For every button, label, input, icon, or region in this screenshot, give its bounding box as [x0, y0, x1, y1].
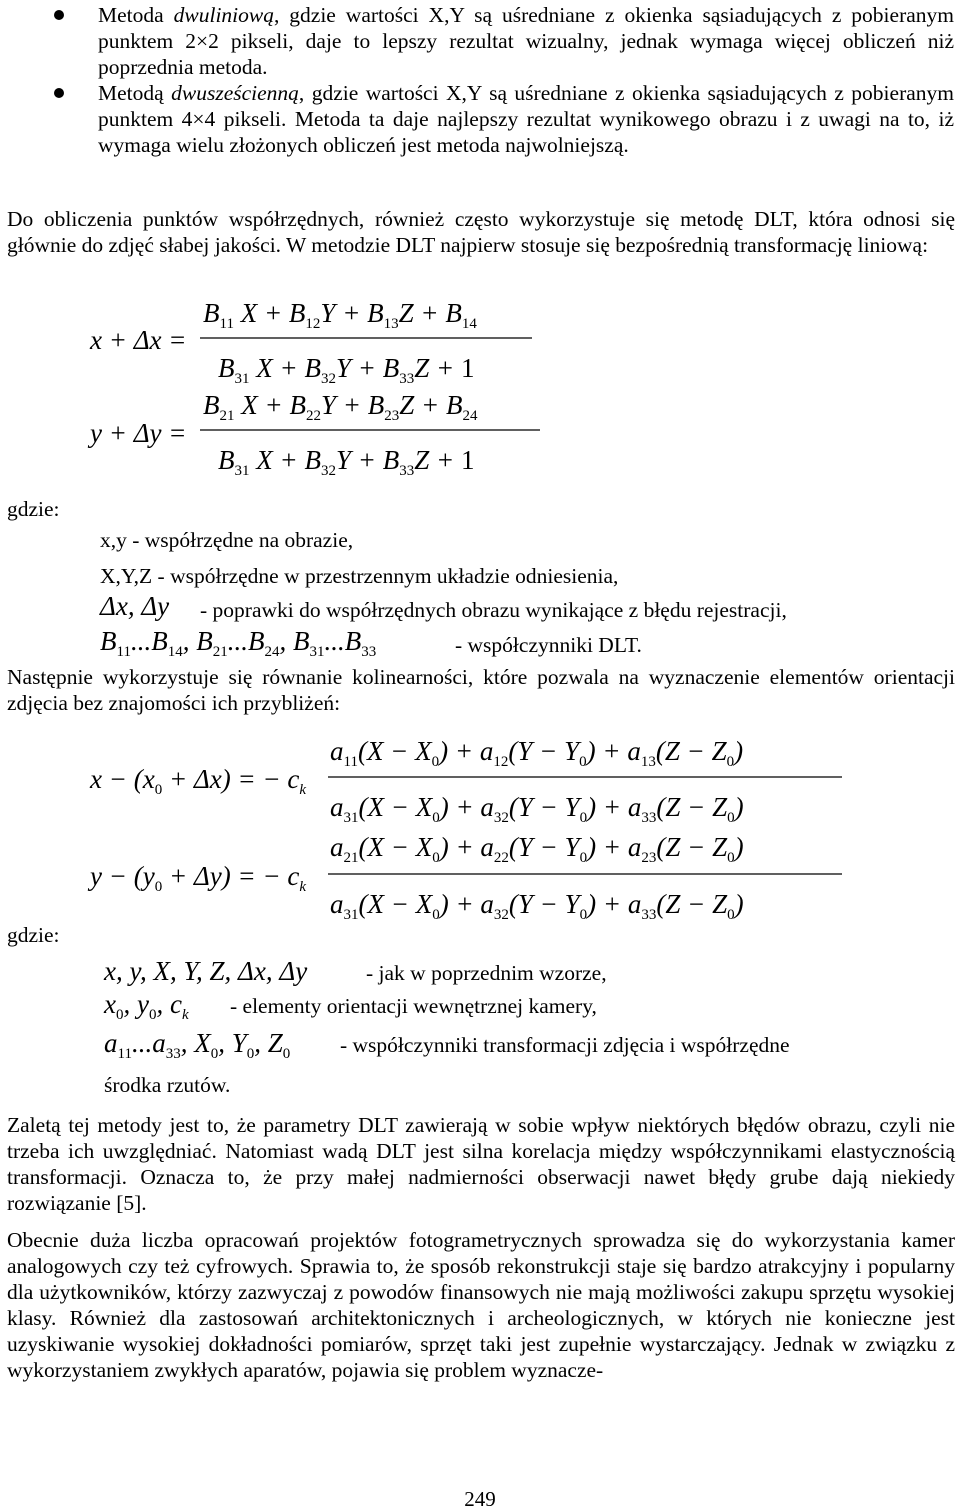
definition-transform-coefficients: - współczynniki transformacji zdjęcia i współrzędne	[340, 1033, 790, 1057]
svg-text:a21(X − X0) + a22(Y − Y0) + a2: $a_{21}(X - X_0) + a_{22}(Y - Y_0) + a_{23}(Z - Z_0)$	[330, 832, 744, 866]
page-number: 249	[464, 1487, 496, 1511]
list-item-text: Metodą dwusześcienną, gdzie wartości X,Y są uśredniane z okienka sąsiadujących z pobieranym punktem 4×4 pikseli. Metoda ta daje najlepszy rezultat wynikowego obrazu i z uwagi na to, iż wymaga wielu złożonych obliczeń jest metoda najwolniejszą.	[98, 81, 954, 157]
advantages-paragraph: Zaletą tej metody jest to, że parametry DLT zawierają w sobie wpływ niektórych błędów obrazu, czyli nie trzeba ich uwzględniać. Natomiast wadą DLT jest silna korelacja między współczynnikami elastycznością transformacji. Oznacza to, że przy małej nadmierności obserwacji nawet błędy grube dają niekiedy rozwiązanie [5].	[7, 1113, 955, 1215]
svg-text:x, y, X, Y, Z, Δx, Δy: x, y, X, Y, Z, Δx, Δy	[104, 956, 308, 986]
definition-interior-orientation: - elementy orientacji wewnętrznej kamery,	[230, 994, 597, 1018]
b-coefficients-symbols	[0, 622, 460, 662]
svg-text:B11 X + B12Y + B13Z + B14: $B_{11}$ $X + B_{12}Y + B_{13}Z + B_{14}$	[203, 298, 477, 332]
definition-xy: x,y - współrzędne na obrazie,	[100, 528, 354, 552]
list-item	[0, 80, 960, 158]
bullet-icon	[54, 10, 64, 20]
svg-text:B31 X + B32Y + B33Z + 1: $B_{31}$ $X + B_{32}Y + B_{33}Z + 1$	[218, 353, 475, 387]
delta-xy-symbols	[0, 588, 210, 624]
list-item-text: Metoda dwuliniową, gdzie wartości X,Y są uśredniane z okienka sąsiadujących z pobieranym punktem 2×2 pikseli, daje to lepszy rezultat wizualny, jednak wymaga więcej obliczeń niż poprzednia metoda.	[98, 3, 954, 79]
svg-text:a11...a33, X0, Y0, Z0: $a_{11}...a_{33}$, $X_0$, $Y_0$, $Z_0$	[104, 1028, 291, 1062]
svg-text:Δx, Δy: Δx, Δy	[100, 591, 170, 621]
bullet-icon	[54, 88, 64, 98]
svg-text:a11(X − X0) + a12(Y − Y0) + a1: $a_{11}(X - X_0) + a_{12}(Y - Y_0) + a_{13}(Z - Z_0)$	[330, 736, 744, 770]
svg-text:a31(X − X0) + a32(Y − Y0) + a3: $a_{31}(X - X_0) + a_{32}(Y - Y_0) + a_{33}(Z - Z_0)$	[330, 889, 744, 922]
definition-B: - współczynniki DLT.	[455, 633, 642, 657]
svg-text:B31 X + B32Y + B33Z + 1: $B_{31}$ $X + B_{32}Y + B_{33}Z + 1$	[218, 445, 475, 479]
interior-orientation-symbols	[0, 985, 250, 1025]
svg-text:B21 X + B22Y + B23Z + B24: $B_{21}$ $X + B_{22}Y + B_{23}Z + B_{24}$	[203, 390, 478, 424]
svg-text:x + Δx =: x + Δx =	[90, 325, 187, 355]
list-item	[0, 2, 960, 80]
interpolation-methods-list	[0, 2, 960, 158]
current-practice-paragraph: Obecnie duża liczba opracowań projektów fotogrametrycznych sprowadza się do wykorzystania kamer analogowych czy też cyfrowych. Sprawia to, że sposób rekonstrukcji staje się bardzo atrakcyjny i popularny dla użytkowników, którzy zazwyczaj z powodów finansowych nie mają możliwości zakupu sprzętu wysokiej klasy. Również dla zastosowań architektonicznych i archeologicznych, w których nie konieczne jest uzyskiwanie wysokiej dokładności pomiarów, sprzęt taki jest zupełnie wystarczający. Jednak w związku z wykorzystaniem zwykłych aparatów, pojawia się problem wyznacze-	[7, 1228, 955, 1382]
definition-XYZ: X,Y,Z - współrzędne w przestrzennym układzie odniesienia,	[100, 564, 619, 588]
svg-text:y − (y0 + Δy) = − ck: $y - (y_0 + \Delta y)$ = − $c_k$	[90, 861, 307, 895]
variables-symbols	[0, 950, 370, 990]
svg-text:x − (x0 + Δx) = − ck: $x - (x_0 + \Delta x)$ = − $c_k$	[90, 764, 307, 798]
gdzie-label: gdzie:	[7, 497, 60, 521]
svg-text:a31(X − X0) + a32(Y − Y0) + a3: $a_{31}(X - X_0) + a_{32}(Y - Y_0) + a_{33}(Z - Z_0)$	[330, 792, 744, 826]
dlt-intro-paragraph: Do obliczenia punktów współrzędnych, również często wykorzystuje się metodę DLT, która odnosi się głównie do zdjęć słabej jakości. W metodzie DLT najpierw stosuje się bezpośrednią transformację liniową:	[7, 207, 955, 257]
dlt-equations	[0, 292, 600, 492]
colinearity-intro-paragraph: Następnie wykorzystuje się równanie kolinearności, które pozwala na wyznaczenie elementów orientacji zdjęcia bez znajomości ich przybliżeń:	[7, 665, 955, 715]
definition-transform-continued: środka rzutów.	[104, 1073, 231, 1097]
svg-text:y + Δy =: y + Δy =	[90, 418, 187, 448]
definition-variables: - jak w poprzednim wzorze,	[366, 961, 607, 985]
gdzie-label-2: gdzie:	[7, 923, 60, 947]
definition-dxdy: - poprawki do współrzędnych obrazu wynikające z błędu rejestracji,	[200, 598, 787, 622]
svg-text:B11...B14, B21...B24, B31...B3: $B_{11}...B_{14}$, $B_{21}...B_{24}$, $B_{31}...B_{33}$	[100, 626, 377, 660]
svg-text:x0, y0, ck: $x_0$, $y_0$, $c_k$	[104, 989, 189, 1023]
colinearity-equations	[0, 722, 880, 922]
transform-coefficients-symbols	[0, 1022, 350, 1062]
